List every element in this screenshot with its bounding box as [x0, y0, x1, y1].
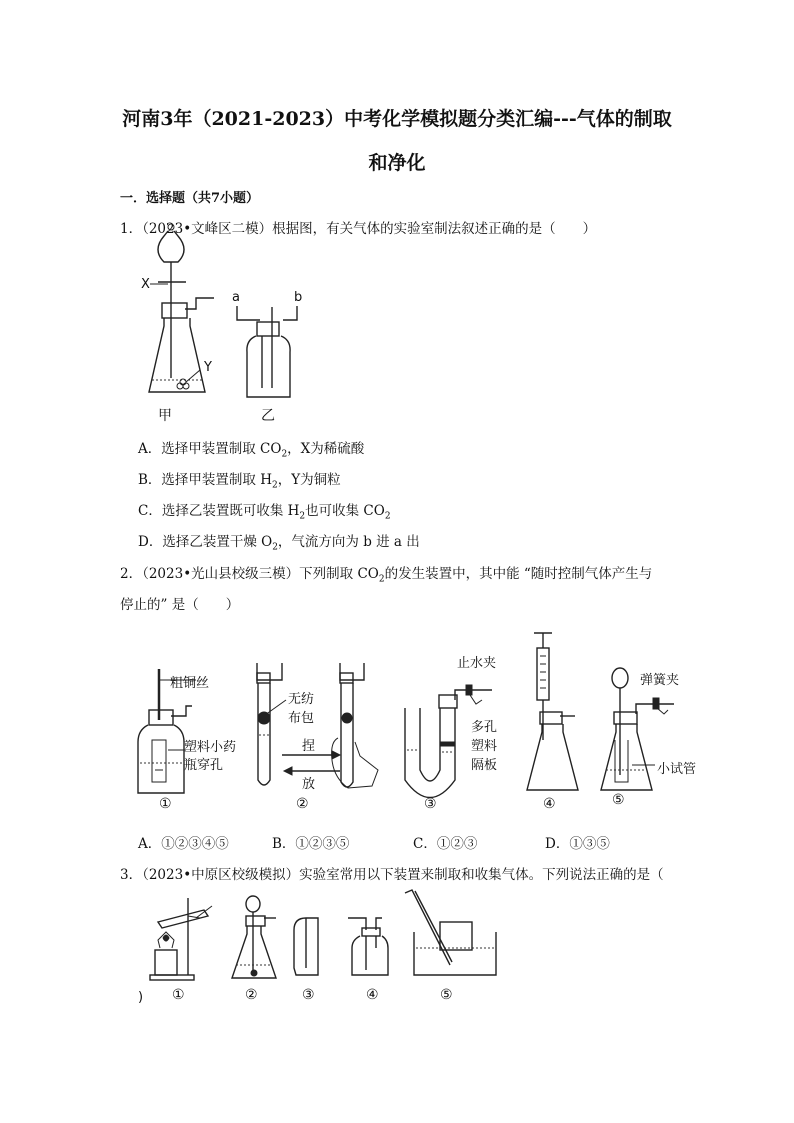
label-x: X [141, 277, 150, 292]
q2-stem-post: 的发生装置中，其中能 “随时控制气体产生与 [384, 566, 653, 582]
label-cloth-1: 无纺 [288, 692, 315, 707]
label-pinch: 捏 [302, 739, 316, 754]
q3-fig-number-5: ⑤ [440, 987, 453, 1003]
q1-option-c-mid: 也可收集 CO [305, 503, 385, 519]
q1-option-b-text: B．选择甲装置制取 H [138, 472, 272, 488]
q2-fig-number-1: ① [159, 796, 172, 812]
q3-stem-tail: ) [138, 990, 144, 1005]
q2-fig-number-2: ② [296, 796, 309, 812]
q1-option-c-text: C．选择乙装置既可收集 H [138, 503, 300, 519]
q3-fig-number-3: ③ [302, 987, 315, 1003]
label-y: Y [204, 360, 212, 375]
q1-option-d-sub: 2 [272, 542, 278, 553]
q1-option-d-text: D．选择乙装置干燥 O [138, 534, 273, 550]
q2-fig-number-5: ⑤ [612, 792, 625, 808]
label-yi: 乙 [261, 408, 275, 424]
label-b: b [294, 290, 303, 305]
q2-option-b[interactable]: B．①②③⑤ [272, 836, 350, 852]
q2-stem-sub: 2 [378, 574, 385, 585]
label-small-tube: 小试管 [657, 762, 697, 777]
q2-option-c[interactable]: C．①②③ [413, 836, 478, 852]
label-spring-clip: 弹簧夹 [640, 673, 680, 688]
q1-option-c-sub: 2 [299, 511, 306, 522]
q3-fig-number-2: ② [245, 987, 258, 1003]
page-title-line2: 和净化 [368, 152, 426, 174]
question-1-stem: 1．（2023•文峰区二模）根据图，有关气体的实验室制法叙述正确的是（ ） [120, 221, 597, 237]
label-bottle-1: 塑料小药 [184, 740, 237, 755]
label-clamp: 止水夹 [457, 656, 497, 671]
question-3-stem: 3．（2023•中原区校级模拟）实验室常用以下装置来制取和收集气体。下列说法正确的是（ [120, 867, 664, 883]
q1-option-b-post: ，Y为铜粒 [277, 472, 341, 488]
q2-option-a[interactable]: A．①②③④⑤ [138, 836, 229, 852]
q1-option-d-post: ，气流方向为 b 进 a 出 [277, 534, 420, 550]
question-2-stem-line2: 停止的” 是（ ） [120, 597, 240, 613]
q2-stem-pre: 2．（2023•光山县校级三模）下列制取 CO [120, 566, 379, 582]
page-title-line1: 河南3年（2021-2023）中考化学模拟题分类汇编---气体的制取 [122, 108, 672, 130]
label-bottle-2: 瓶穿孔 [184, 758, 224, 773]
label-cu-wire: 粗铜丝 [170, 676, 210, 691]
q1-option-a-sub: 2 [281, 449, 288, 460]
section-heading: 一．选择题（共7小题） [120, 191, 260, 206]
q1-option-a-post: ，X为稀硫酸 [287, 441, 365, 457]
label-a: a [232, 290, 240, 305]
q1-option-c-sub2: 2 [384, 511, 391, 522]
label-plate-2: 塑料 [471, 739, 498, 754]
q2-fig-number-4: ④ [543, 796, 556, 812]
q2-option-d[interactable]: D．①③⑤ [545, 836, 610, 852]
q2-fig-number-3: ③ [424, 796, 437, 812]
label-plate-1: 多孔 [471, 720, 498, 735]
label-jia: 甲 [158, 408, 172, 424]
q3-fig-number-1: ① [172, 987, 185, 1003]
q1-option-b-sub: 2 [272, 480, 278, 491]
label-plate-3: 隔板 [471, 758, 498, 773]
label-release: 放 [302, 777, 316, 792]
q1-option-a-text: A．选择甲装置制取 CO [138, 441, 282, 457]
q3-fig-number-4: ④ [366, 987, 379, 1003]
label-cloth-2: 布包 [288, 711, 315, 726]
